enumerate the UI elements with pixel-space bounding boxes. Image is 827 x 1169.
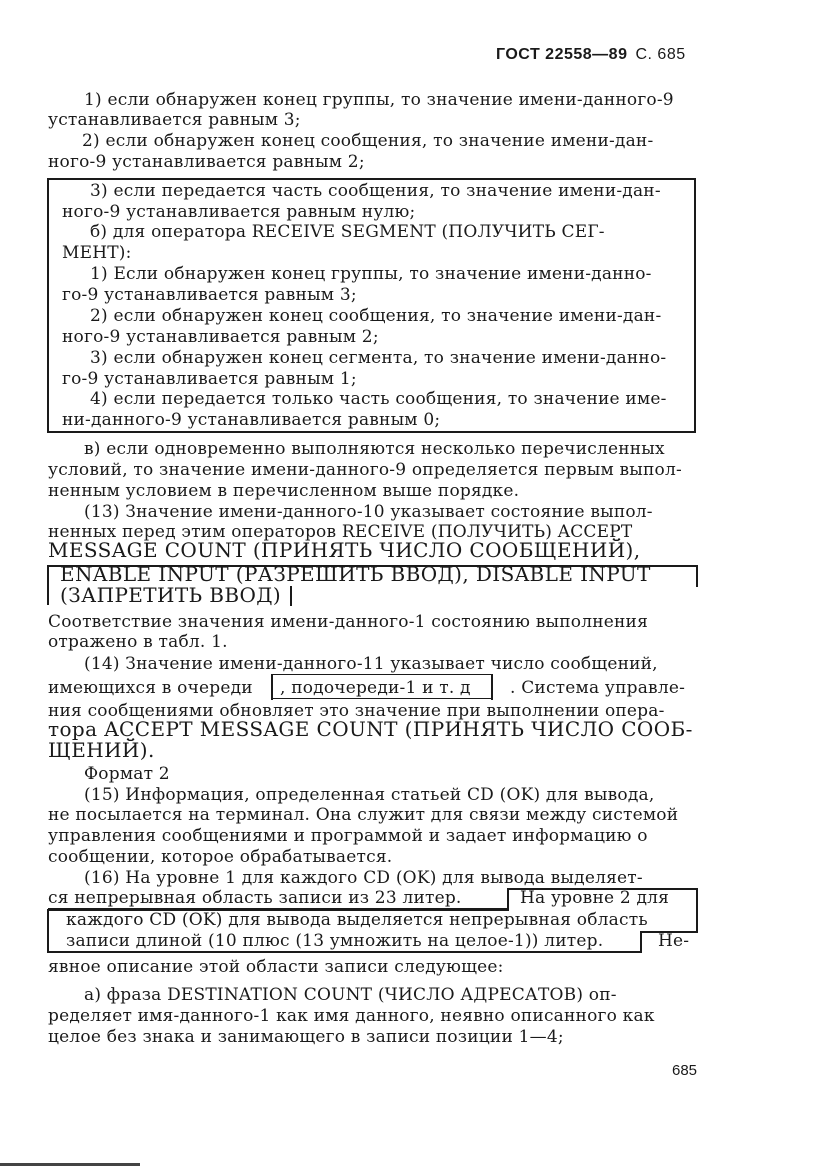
text-line: ного-9 устанавливается равным 2;: [62, 327, 379, 347]
text-line: ния сообщениями обновляет это значение при выполнении опера-: [48, 701, 665, 721]
text-line: (ЗАПРЕТИТЬ ВВОД): [60, 583, 282, 607]
text-line: ся непрерывная область записи из 23 литер.: [48, 888, 462, 908]
text-line: ЩЕНИЙ).: [48, 738, 155, 762]
text-line: , подочереди-1 и т. д: [280, 678, 471, 698]
text-line: (13) Значение имени-данного-10 указывает состояние выпол-: [84, 502, 653, 522]
text-line: записи длиной (10 плюс (13 умножить на целое-1)) литер.: [66, 931, 604, 951]
change-box-top: [47, 178, 696, 180]
subqueue-box-bottom: [271, 698, 493, 699]
text-line: 1) если обнаружен конец группы, то значение имени-данного-9: [84, 90, 674, 110]
level2-box-left: [47, 909, 49, 953]
text-line: (14) Значение имени-данного-11 указывает число сообщений,: [84, 654, 658, 674]
text-line: 1) Если обнаружен конец группы, то значение имени-данно-: [90, 264, 652, 284]
text-line: ненным условием в перечисленном выше порядке.: [48, 481, 520, 501]
text-line: устанавливается равным 3;: [48, 110, 301, 130]
page-number: 685: [672, 1062, 698, 1079]
text-line: го-9 устанавливается равным 1;: [62, 369, 357, 389]
text-line: (16) На уровне 1 для каждого CD (OK) для вывода выделяет-: [84, 868, 643, 888]
text-line: целое без знака и занимающего в записи позиции 1—4;: [48, 1027, 564, 1047]
text-line: На уровне 2 для: [520, 888, 670, 908]
text-line: го-9 устанавливается равным 3;: [62, 285, 357, 305]
level2-box-divider: [507, 888, 509, 910]
text-line: 3) если передается часть сообщения, то значение имени-дан-: [90, 181, 661, 201]
level2-box-right: [696, 888, 698, 932]
text-line: имеющихся в очереди: [48, 678, 253, 698]
standard-number: ГОСТ 22558—89: [496, 46, 628, 63]
text-line: ни-данного-9 устанавливается равным 0;: [62, 410, 441, 430]
text-line: ределяет имя-данного-1 как имя данного, неявно описанного как: [48, 1006, 655, 1026]
text-line: ненных перед этим операторов RECEIVE (ПОЛУЧИТЬ) ACCEPT: [48, 522, 633, 542]
text-line: а) фраза DESTINATION COUNT (ЧИСЛО АДРЕСАТОВ) оп-: [84, 985, 617, 1005]
text-line: МЕНТ):: [62, 243, 132, 263]
text-line: . Система управле-: [510, 678, 686, 698]
subqueue-box-top: [271, 674, 493, 675]
text-line: 4) если передается только часть сообщения, то значение име-: [90, 389, 667, 409]
text-line: Формат 2: [84, 764, 170, 784]
page-header: [496, 46, 686, 64]
level2-box-lower-divider: [640, 931, 642, 953]
text-line: явное описание этой области записи следующее:: [48, 957, 504, 977]
text-line: (15) Информация, определенная статьей CD (OK) для вывода,: [84, 785, 655, 805]
level2-box-bottom: [47, 951, 642, 953]
text-line: б) для оператора RECEIVE SEGMENT (ПОЛУЧИТЬ СЕГ-: [90, 222, 605, 242]
subqueue-box-right: [491, 674, 493, 700]
enable-box-left: [47, 565, 49, 605]
header-page-number: С. 685: [635, 46, 686, 63]
text-line: MESSAGE COUNT (ПРИНЯТЬ ЧИСЛО СООБЩЕНИЙ),: [48, 538, 641, 562]
enable-box-right: [696, 565, 698, 587]
text-line: управления сообщениями и программой и задает информацию о: [48, 826, 648, 846]
text-line: не посылается на терминал. Она служит для связи между системой: [48, 805, 679, 825]
text-line: 2) если обнаружен конец сообщения, то значение имени-дан-: [82, 131, 654, 151]
change-box-right: [694, 178, 696, 433]
text-line: каждого CD (OK) для вывода выделяется непрерывная область: [66, 910, 648, 930]
text-line: Не-: [658, 931, 690, 951]
text-line: сообщении, которое обрабатывается.: [48, 847, 393, 867]
enable-box-right-lower: [290, 586, 292, 606]
text-line: ного-9 устанавливается равным нулю;: [62, 202, 416, 222]
text-line: условий, то значение имени-данного-9 определяется первым выпол-: [48, 460, 682, 480]
text-line: ного-9 устанавливается равным 2;: [48, 152, 365, 172]
text-line: тора ACCEPT MESSAGE COUNT (ПРИНЯТЬ ЧИСЛО СООБ-: [48, 717, 693, 741]
text-line: в) если одновременно выполняются несколько перечисленных: [84, 439, 665, 459]
text-line: 2) если обнаружен конец сообщения, то значение имени-дан-: [90, 306, 662, 326]
text-line: 3) если обнаружен конец сегмента, то значение имени-данно-: [90, 348, 667, 368]
text-line: отражено в табл. 1.: [48, 632, 228, 652]
subqueue-box-left: [271, 674, 273, 700]
text-line: ENABLE INPUT (РАЗРЕШИТЬ ВВОД), DISABLE INPUT: [60, 562, 651, 586]
change-box-left: [47, 178, 49, 433]
text-line: Соответствие значения имени-данного-1 состоянию выполнения: [48, 612, 649, 632]
scan-artifact: [0, 1163, 140, 1166]
change-box-bottom: [47, 431, 696, 433]
